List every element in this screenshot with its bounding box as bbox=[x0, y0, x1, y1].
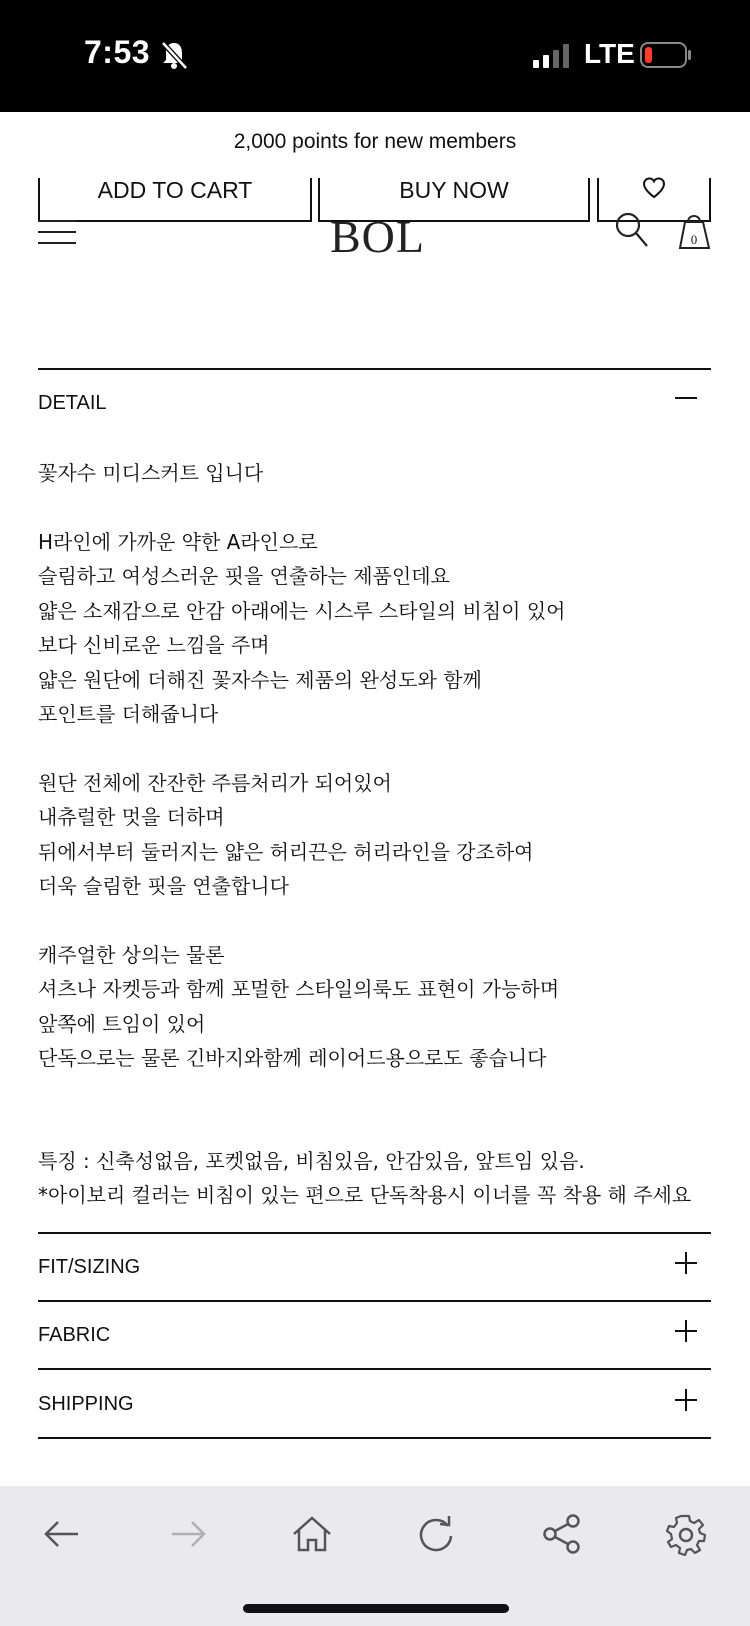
home-indicator bbox=[243, 1604, 509, 1613]
accordion-shipping[interactable] bbox=[38, 1393, 711, 1433]
share-icon[interactable] bbox=[540, 1512, 584, 1556]
buy-now-label: BUY NOW bbox=[399, 177, 509, 203]
description-line: 얇은 소재감으로 안감 아래에는 시스루 스타일의 비침이 있어 bbox=[38, 598, 566, 623]
plus-icon[interactable] bbox=[675, 1389, 697, 1411]
add-to-cart-button[interactable] bbox=[38, 178, 312, 222]
heart-icon bbox=[641, 176, 667, 200]
accordion-fit-sizing[interactable] bbox=[38, 1256, 711, 1296]
section-divider bbox=[38, 1437, 711, 1439]
forward-icon[interactable] bbox=[166, 1512, 210, 1556]
care-note: *아이보리 컬러는 비침이 있는 편으로 단독착용시 이너를 꼭 착용 해 주세요 bbox=[38, 1183, 692, 1207]
network-label: LTE bbox=[584, 38, 635, 69]
accordion-label: SHIPPING bbox=[38, 1393, 134, 1415]
plus-icon[interactable] bbox=[675, 1320, 697, 1342]
description-line: H라인에 가까운 약한 A라인으로 bbox=[38, 529, 318, 554]
brand-logo[interactable]: BOL bbox=[330, 211, 425, 262]
home-icon[interactable] bbox=[290, 1512, 334, 1556]
battery-icon bbox=[640, 42, 692, 68]
description-line: 꽃자수 미디스커트 입니다 bbox=[38, 461, 264, 485]
reload-icon[interactable] bbox=[414, 1512, 458, 1556]
section-divider bbox=[38, 1368, 711, 1370]
status-time: 7:53 bbox=[84, 34, 151, 70]
description-line: 앞쪽에 트임이 있어 bbox=[38, 1011, 206, 1036]
bell-muted-icon bbox=[160, 40, 188, 70]
accordion-label: FABRIC bbox=[38, 1324, 111, 1346]
promo-banner: 2,000 points for new members bbox=[233, 130, 517, 153]
hamburger-icon[interactable] bbox=[38, 220, 76, 246]
settings-icon[interactable] bbox=[664, 1512, 708, 1556]
description-line: 셔츠나 자켓등과 함께 포멀한 스타일의룩도 표현이 가능하며 bbox=[38, 977, 560, 1001]
cart-count: 0 bbox=[690, 232, 698, 247]
search-icon[interactable] bbox=[615, 212, 649, 248]
status-bar bbox=[0, 0, 750, 112]
description-line: 포인트를 더해줍니다 bbox=[38, 702, 219, 726]
minus-icon[interactable] bbox=[675, 397, 697, 399]
section-divider bbox=[38, 368, 711, 370]
description-line: 얇은 원단에 더해진 꽃자수는 제품의 완성도와 함께 bbox=[38, 667, 482, 692]
description-line: 슬림하고 여성스러운 핏을 연출하는 제품인데요 bbox=[38, 564, 450, 588]
accordion-fabric[interactable] bbox=[38, 1324, 711, 1364]
description-line: 캐주얼한 상의는 물론 bbox=[38, 942, 225, 967]
section-divider bbox=[38, 1300, 711, 1302]
back-icon[interactable] bbox=[40, 1512, 84, 1556]
description-line: 원단 전체에 잔잔한 주름처리가 되어있어 bbox=[38, 770, 392, 795]
features-line: 특징 : 신축성없음, 포켓없음, 비침있음, 안감있음, 앞트임 있음. bbox=[38, 1148, 585, 1173]
description-line: 더욱 슬림한 핏을 연출합니다 bbox=[38, 874, 289, 898]
add-to-cart-label: ADD TO CART bbox=[97, 177, 253, 203]
accordion-label: FIT/SIZING bbox=[38, 1256, 141, 1278]
description-line: 뒤에서부터 둘러지는 얇은 허리끈은 허리라인을 강조하여 bbox=[38, 839, 534, 864]
section-divider bbox=[38, 1232, 711, 1234]
product-description bbox=[38, 456, 718, 1213]
plus-icon[interactable] bbox=[675, 1252, 697, 1274]
detail-title: DETAIL bbox=[38, 392, 107, 414]
bag-icon[interactable] bbox=[676, 210, 712, 250]
description-line: 내츄럴한 멋을 더하며 bbox=[38, 805, 225, 829]
description-line: 단독으로는 물론 긴바지와함께 레이어드용으로도 좋습니다 bbox=[38, 1046, 547, 1070]
description-line: 보다 신비로운 느낌을 주며 bbox=[38, 633, 270, 657]
detail-header[interactable] bbox=[38, 392, 711, 432]
signal-icon bbox=[533, 44, 573, 68]
